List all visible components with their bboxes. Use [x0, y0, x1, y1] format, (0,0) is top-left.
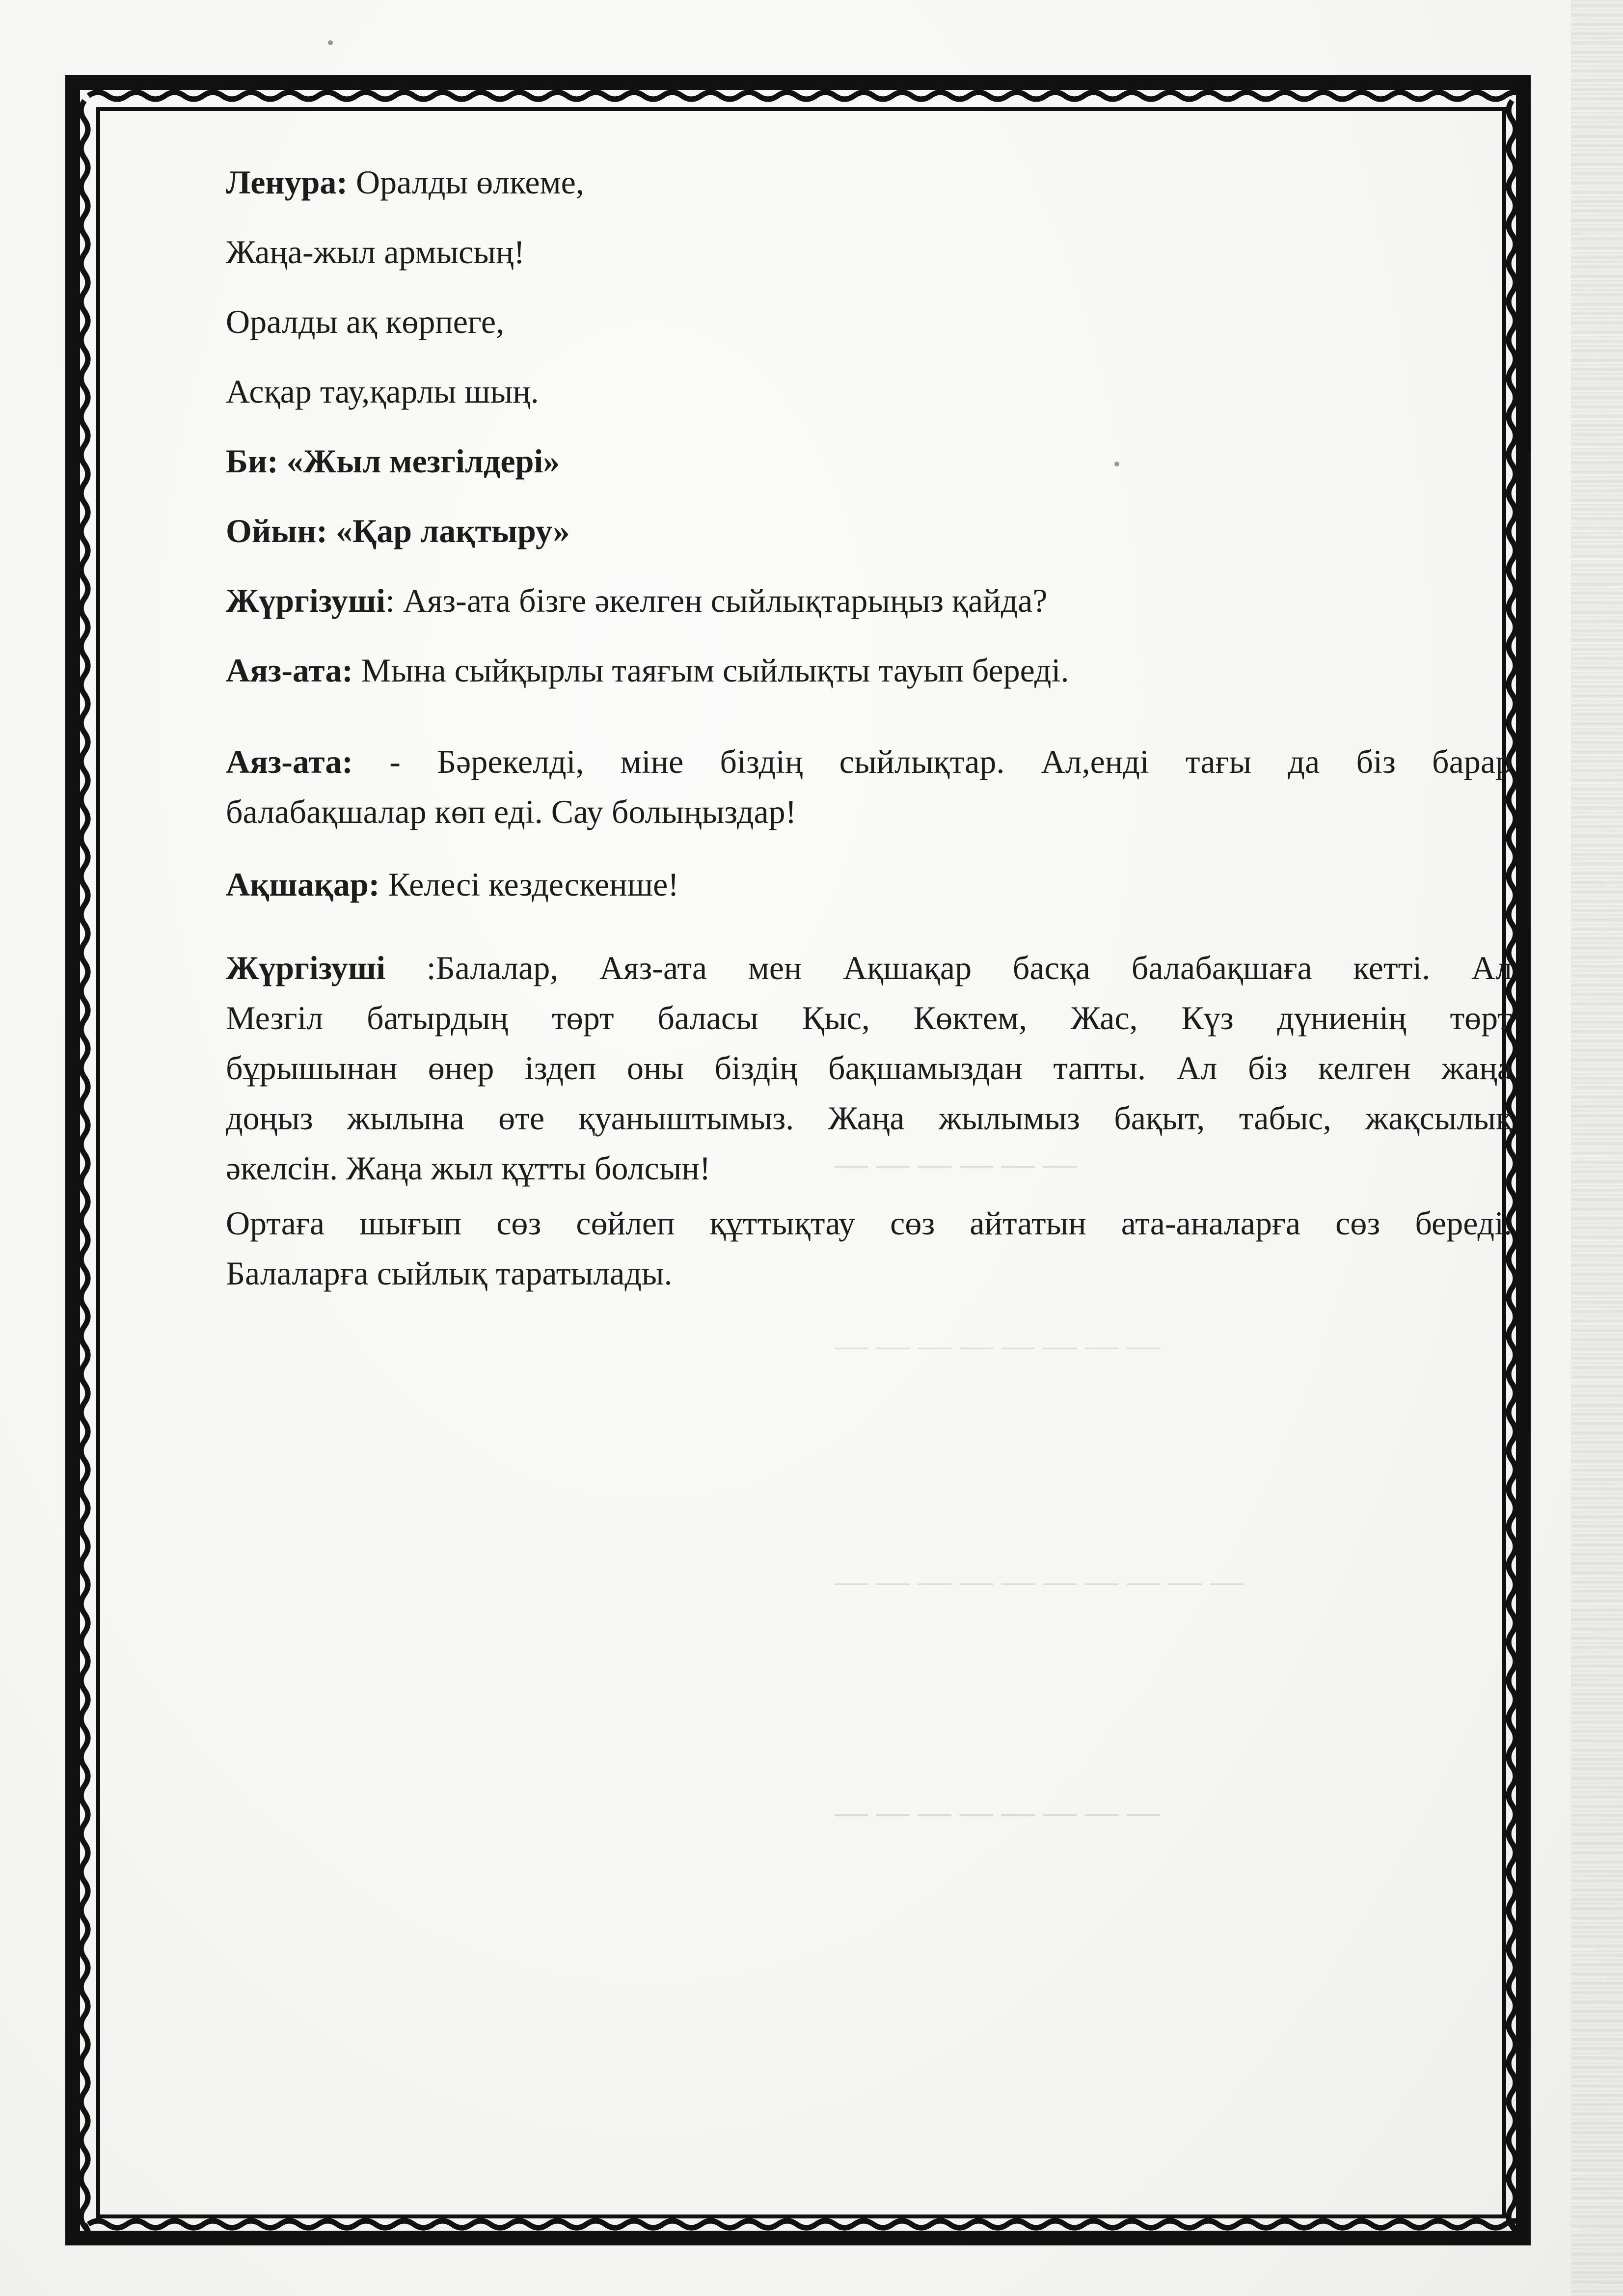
verse-line-2: Жаңа-жыл армысың!: [226, 233, 525, 271]
bleed-through: — — — — — — — —: [835, 1326, 1160, 1364]
scan-speck: [1114, 462, 1119, 466]
para-line: балабақшалар көп еді. Сау болыңыздар!: [226, 793, 797, 830]
line-text: : Аяз-ата бізге әкелген сыйлықтарыңыз қайда?: [385, 582, 1048, 619]
para-line: [226, 943, 1512, 993]
para-text: :Балалар, Аяз-ата мен Ақшақар басқа балабақшаға кетті. Ал: [385, 949, 1512, 986]
bleed-through: — — — — — —: [835, 1145, 1077, 1182]
paragraph-ayaz-ata-gifts: [226, 737, 1512, 837]
verse-line-4: Асқар тау,қарлы шың.: [226, 373, 539, 410]
line-host-question: [226, 575, 1048, 626]
para-line: әкелсін. Жаңа жыл құтты болсын!: [226, 1149, 711, 1187]
line-text: Оралды өлкеме,: [348, 164, 584, 201]
wave-edge-0: [88, 92, 1528, 99]
speaker-name: Аяз-ата:: [226, 743, 353, 780]
paragraph-parents-gifts: [226, 1198, 1512, 1298]
scan-speck: [328, 40, 333, 45]
dance-title: [226, 436, 560, 486]
para-line: бұрышынан өнер іздеп оны біздің бақшамыздан тапты. Ал біз келген жаңа: [226, 1049, 1512, 1087]
para-text: - Бәрекелді, міне біздің сыйлықтар. Ал,енді тағы да біз барар: [352, 743, 1512, 780]
line-akshakar: [226, 859, 679, 909]
game-label: Ойын: «Қар лақтыру»: [226, 512, 570, 549]
speaker-name: Ақшақар:: [226, 866, 380, 903]
verse-line-3: Оралды ақ көрпеге,: [226, 303, 505, 340]
para-line: Балаларға сыйлық таратылады.: [226, 1255, 673, 1292]
speaker-name: Ленура:: [226, 164, 348, 201]
para-line: доңыз жылына өте қуаныштымыз. Жаңа жылымыз бақыт, табыс, жақсылық: [226, 1099, 1512, 1137]
para-line: Ортаға шығып сөз сөйлеп құттықтау сөз айтатын ата-аналарға сөз береді.: [226, 1204, 1512, 1242]
line-text: Келесі кездескенше!: [379, 866, 679, 903]
line-lenura: [226, 157, 584, 207]
speaker-name: Жүргізуші: [226, 582, 386, 619]
para-line: Мезгіл батырдың төрт баласы Қыс, Көктем, Жас, Күз дүниенің төрт: [226, 999, 1512, 1037]
speaker-name: Аяз-ата:: [226, 652, 353, 689]
para-line: [226, 737, 1512, 787]
wave-edge-1: [88, 2221, 1528, 2228]
wave-edge-2: [81, 101, 88, 2231]
line-ayaz-ata-staff: [226, 645, 1069, 695]
dance-label: Би: «Жыл мезгілдері»: [226, 442, 560, 480]
bleed-through: — — — — — — — —: [835, 1793, 1160, 1830]
bleed-through: — — — — — — — — — —: [835, 1562, 1244, 1599]
line-text: Мына сыйқырлы таяғым сыйлықты тауып береді.: [352, 652, 1069, 689]
game-title: [226, 506, 570, 556]
speaker-name: Жүргізуші: [226, 949, 386, 986]
